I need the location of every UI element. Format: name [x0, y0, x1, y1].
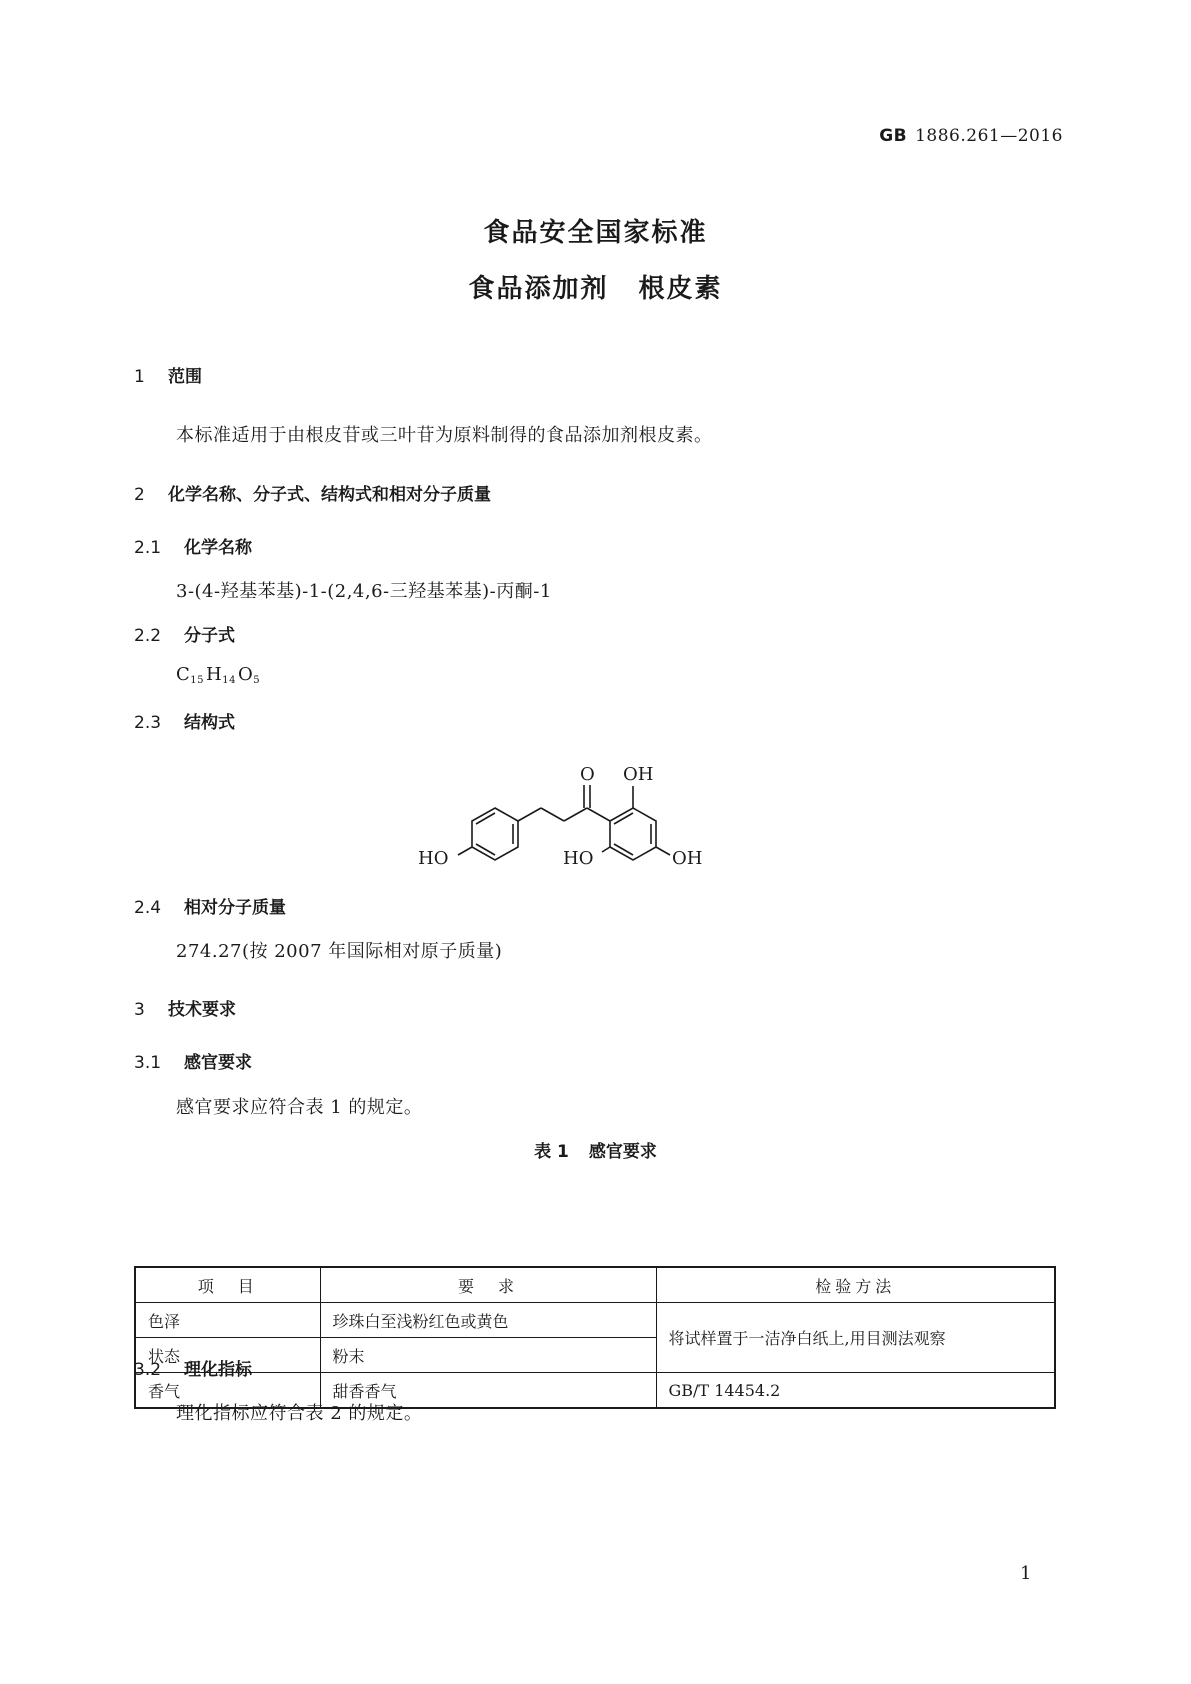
table-row	[135, 1303, 1055, 1338]
header-requirement: 要 求	[320, 1267, 656, 1303]
section-2-heading: 2 化学名称、分子式、结构式和相对分子质量	[134, 485, 491, 505]
trihydroxyphenyl-ring	[610, 808, 656, 860]
document-title: 食品安全国家标准	[483, 218, 708, 248]
cell-method-merged: 将试样置于一洁净白纸上,用目测法观察	[656, 1303, 1055, 1373]
cell-item: 状态	[135, 1338, 320, 1373]
cell-item: 色泽	[135, 1303, 320, 1338]
chain-bond-3	[564, 808, 587, 821]
chemical-name: 3-(4-羟基苯基)-1-(2,4,6-三羟基苯基)-丙酮-1	[176, 581, 552, 602]
standard-number: 1886.261—2016	[915, 126, 1063, 146]
section-1-text: 本标准适用于由根皮苷或三叶苷为原料制得的食品添加剂根皮素。	[176, 425, 713, 446]
section-2-2-heading: 2.2 分子式	[134, 626, 235, 646]
chain-bond-2	[541, 808, 564, 821]
table-1	[134, 1266, 1056, 1409]
molecular-formula: $C_{15}$ $H_{14}$ $O_5$	[176, 664, 261, 686]
cell-item: 香气	[135, 1373, 320, 1409]
section-3-1-heading: 3.1 感官要求	[134, 1053, 252, 1073]
section-3-2-heading: 3.2 理化指标	[134, 1360, 252, 1380]
standard-prefix: GB	[879, 126, 908, 146]
header-method: 检验方法	[656, 1267, 1055, 1303]
section-3-1-text: 感官要求应符合表 1 的规定。	[176, 1097, 423, 1118]
cell-method: GB/T 14454.2	[656, 1373, 1055, 1409]
section-2-4-heading: 2.4 相对分子质量	[134, 898, 286, 918]
label-oh-top: OH	[623, 764, 654, 785]
section-2-1-heading: 2.1 化学名称	[134, 538, 252, 558]
chain-bond-1	[518, 808, 541, 821]
phenol-ring	[472, 808, 518, 860]
page-number: 1	[1020, 1563, 1032, 1584]
label-ho-bottom: HO	[563, 848, 594, 869]
section-3-heading: 3 技术要求	[134, 1000, 236, 1020]
table-header-row	[135, 1267, 1055, 1303]
table-1-caption: 表 1 感官要求	[534, 1142, 657, 1162]
subtitle-part2: 根皮素	[638, 274, 723, 304]
molecular-mass: 274.27(按 2007 年国际相对原子质量)	[176, 941, 503, 962]
section-2-3-heading: 2.3 结构式	[134, 713, 235, 733]
header-item: 项 目	[135, 1267, 320, 1303]
label-oh-right: OH	[672, 848, 703, 869]
cell-requirement: 珍珠白至浅粉红色或黄色	[320, 1303, 656, 1338]
label-ho-left: HO	[418, 848, 449, 869]
cell-requirement: 甜香香气	[320, 1373, 656, 1409]
subtitle-part1: 食品添加剂	[468, 274, 609, 304]
label-o-carbonyl: O	[580, 764, 595, 785]
section-3-2-text: 理化指标应符合表 2 的规定。	[176, 1403, 423, 1424]
section-1-heading: 1 范围	[134, 367, 202, 387]
cell-requirement: 粉末	[320, 1338, 656, 1373]
